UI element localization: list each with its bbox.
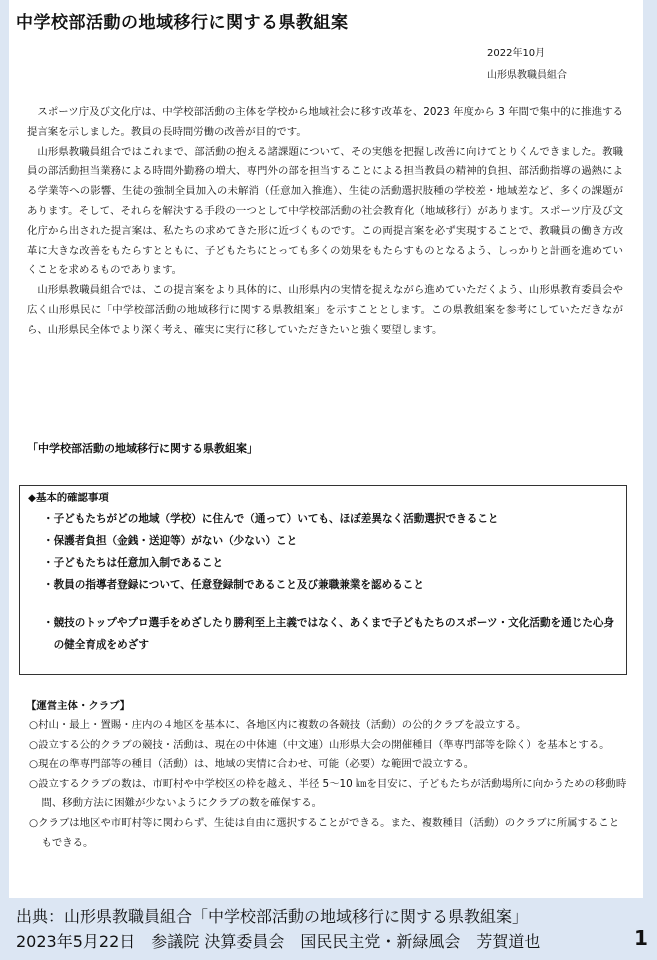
club-item: ○設立するクラブの数は、市町村や中学校区の枠を越え、半径 5～10 ㎞を目安に、子どもたちが活動場所に向かうための移動時間、移動方法に困難が少ないようにクラブの数を確保する。 (29, 777, 627, 810)
paragraph: スポーツ庁及び文化庁は、中学校部活動の主体を学校から地域社会に移す改革を、2023 年度から 3 年間で集中的に推進する提言案を示しました。教員の長時間労働の改善が目的です。 (27, 106, 623, 138)
basic-item: ・競技のトップやプロ選手をめざしたり勝利至上主義ではなく、あくまで子どもたちのスポーツ・文化活動を通じた心身の健全育成をめざす (43, 617, 615, 651)
footer-source: 出典：山形県教職員組合「中学校部活動の地域移行に関する県教組案」 (16, 907, 529, 926)
club-list (29, 716, 629, 853)
paragraph: 山形県教職員組合ではこれまで、部活動の抱える諸課題について、その実態を把握し改善に向けてとりくんできました。教職員の部活動担当業務による時間外勤務の増大、専門外の部を担当することによる担当教員の精神的負担、部活動指導の過熱による学業等への影響、生徒の強制全員加入の未解消（任意加入推進）、生徒の活動選択肢種の学校差・地域差など、多くの課題があります。そして、それらを解決する手段の一つとして中学校部活動の社会教育化（地域移行）があります。スポーツ庁及び文化庁から出された提言案は、私たちの求めてきた形に近づくものです。この両提言案を必ず実現することで、教職員の働き方改革に大きな改善をもたらすとともに、子どもたちにとっても多くの効果をもたらすものとなるよう、しっかりと計画を進めていくことを求めるものであります。 (27, 145, 623, 277)
paragraph: 山形県教職員組合では、この提言案をより具体的に、山形県内の実情を捉えながら進めていただくよう、山形県教育委員会や広く山形県民に「中学校部活動の地域移行に関する県教組案」を示すこととします。この県教組案を参考にしていただきながら、山形県民全体でより深く考え、確実に実行に移していただきたいと強く要望します。 (27, 284, 623, 336)
basic-item: ・教員の指導者登録について、任意登録制であること及び兼職兼業を認めること (43, 579, 424, 591)
club-heading: 【運営主体・クラブ】 (26, 700, 131, 712)
proposal-title: 「中学校部活動の地域移行に関する県教組案」 (27, 442, 258, 455)
club-item: ○クラブは地区や市町村等に関わらず、生徒は自由に選択することができる。また、複数種目（活動）のクラブに所属することもできる。 (29, 816, 620, 849)
footer-meeting: 2023年5月22日 参議院 決算委員会 国民民主党・新緑風会 芳賀道也 (16, 932, 541, 951)
document-date: 2022年10月 (487, 48, 546, 59)
club-item: ○設立する公的クラブの競技・活動は、現在の中体連（中文連）山形県大会の開催種目（準専門部等を除く）を基本とする。 (29, 738, 610, 751)
basic-item: ・子どもたちがどの地域（学校）に住んで（通って）いても、ほぼ差異なく活動選択できること (43, 513, 499, 525)
document-title: 中学校部活動の地域移行に関する県教組案 (16, 13, 349, 33)
club-item: ○村山・最上・置賜・庄内の４地区を基本に、各地区内に複数の各競技（活動）の公的クラブを設立する。 (29, 719, 527, 731)
basic-confirmation-box (19, 485, 627, 675)
club-item: ○現在の準専門部等の種目（活動）は、地域の実情に合わせ、可能（必要）な範囲で設立する。 (29, 758, 475, 771)
basic-heading: ◆基本的確認事項 (28, 492, 109, 504)
intro-body (27, 103, 623, 341)
basic-item: ・保護者負担（金銭・送迎等）がない（少ない）こと (43, 535, 298, 547)
document-organization: 山形県教職員組合 (487, 70, 567, 81)
document-page (9, 0, 643, 898)
page-number: 1 (634, 926, 648, 950)
basic-item: ・子どもたちは任意加入制であること (43, 557, 224, 569)
